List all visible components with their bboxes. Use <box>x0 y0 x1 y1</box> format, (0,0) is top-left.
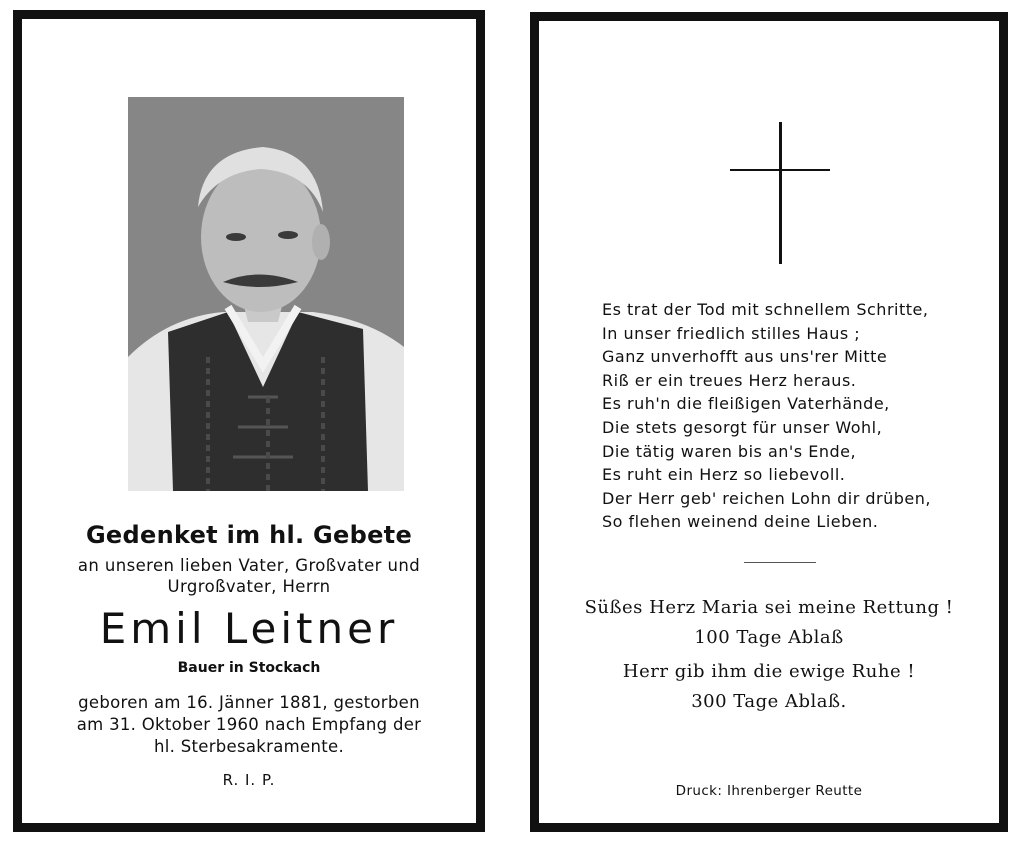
memorial-card-front <box>13 10 485 832</box>
divider-line <box>744 562 816 563</box>
prayer-eternal-rest: Herr gib ihm die ewige Ruhe ! <box>622 661 916 682</box>
dedication-text <box>22 555 476 597</box>
card-heading: Gedenket im hl. Gebete <box>85 521 413 549</box>
life-dates <box>22 692 476 758</box>
poem-line: So flehen weinend deine Lieben. <box>602 512 879 532</box>
dates-line: am 31. Oktober 1960 nach Empfang der <box>76 715 422 734</box>
indulgence-note-1: 100 Tage Ablaß <box>694 627 844 648</box>
poem-line: Die stets gesorgt für unser Wohl, <box>602 417 883 437</box>
poem-line: Der Herr geb' reichen Lohn dir drüben, <box>602 488 931 508</box>
dedication-line: an unseren lieben Vater, Großvater und <box>77 556 421 575</box>
poem-line: Es ruht ein Herz so liebevoll. <box>602 465 846 485</box>
poem-line: Die tätig waren bis an's Ende, <box>602 441 857 461</box>
dates-line: geboren am 16. Jänner 1881, gestorben <box>78 693 420 712</box>
deceased-name: Emil Leitner <box>99 604 399 653</box>
poem-line: In unser friedlich stilles Haus ; <box>602 323 861 343</box>
poem-line: Es trat der Tod mit schnellem Schritte, <box>602 300 929 319</box>
poem-line: Es ruh'n die fleißigen Vaterhände, <box>602 394 890 414</box>
portrait-photo <box>128 97 404 491</box>
rip-text: R. I. P. <box>222 771 276 789</box>
dates-line: hl. Sterbesakramente. <box>153 737 345 756</box>
indulgence-note-2: 300 Tage Ablaß. <box>691 691 847 712</box>
dedication-line: Urgroßvater, Herrn <box>167 577 331 596</box>
memorial-poem <box>602 298 931 534</box>
memorial-card-back <box>530 12 1008 832</box>
poem-line: Ganz unverhofft aus uns'rer Mitte <box>602 347 888 367</box>
prayer-mary: Süßes Herz Maria sei meine Rettung ! <box>584 597 954 618</box>
poem-line: Riß er ein treues Herz heraus. <box>602 370 857 390</box>
printer-credit: Druck: Ihrenberger Reutte <box>675 783 863 799</box>
occupation: Bauer in Stockach <box>177 660 321 676</box>
